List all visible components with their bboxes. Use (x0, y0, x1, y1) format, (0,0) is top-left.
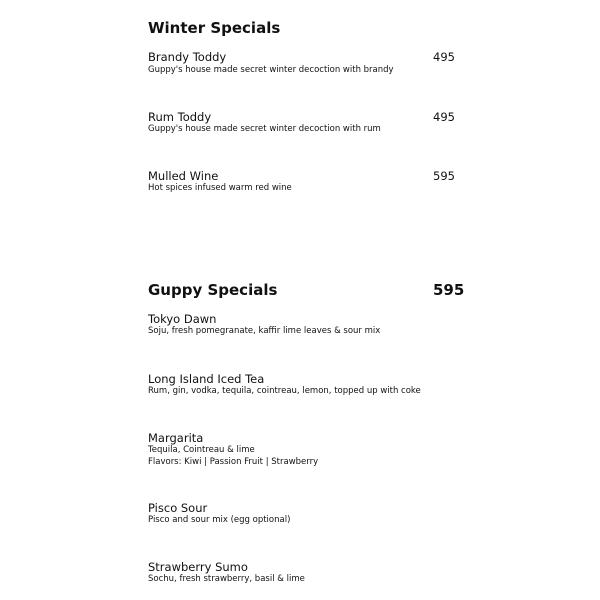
winter-specials-title: Winter Specials (148, 19, 281, 37)
menu-item-name: Brandy Toddy (148, 50, 227, 64)
guppy-specials-title: Guppy Specials (148, 281, 278, 299)
guppy-specials-price: 595 (433, 281, 465, 299)
menu-item-name: Mulled Wine (148, 169, 219, 183)
menu-item-price: 595 (433, 169, 455, 183)
menu-item-name: Tokyo Dawn (148, 312, 217, 326)
menu-item-name: Rum Toddy (148, 110, 212, 124)
menu-item-description: Hot spices infused warm red wine (148, 183, 292, 193)
menu-item-name: Strawberry Sumo (148, 560, 248, 574)
menu-item-price: 495 (433, 50, 455, 64)
menu-item-flavors: Flavors: Kiwi | Passion Fruit | Strawberry (148, 457, 319, 467)
menu-item-description: Guppy's house made secret winter decoction with brandy (148, 65, 394, 75)
menu-item-description: Pisco and sour mix (egg optional) (148, 515, 291, 525)
menu-item-description: Rum, gin, vodka, tequila, cointreau, lemon, topped up with coke (148, 386, 421, 396)
menu-item-name: Long Island Iced Tea (148, 372, 265, 386)
menu-item-description: Tequila, Cointreau & lime (148, 445, 255, 455)
menu-item-name: Margarita (148, 431, 204, 445)
menu-item-name: Pisco Sour (148, 501, 208, 515)
menu-item-description: Guppy's house made secret winter decoction with rum (148, 124, 381, 134)
menu-item-price: 495 (433, 110, 455, 124)
menu-item-description: Soju, fresh pomegranate, kaffir lime leaves & sour mix (148, 326, 381, 336)
menu-item-description: Sochu, fresh strawberry, basil & lime (148, 574, 305, 584)
